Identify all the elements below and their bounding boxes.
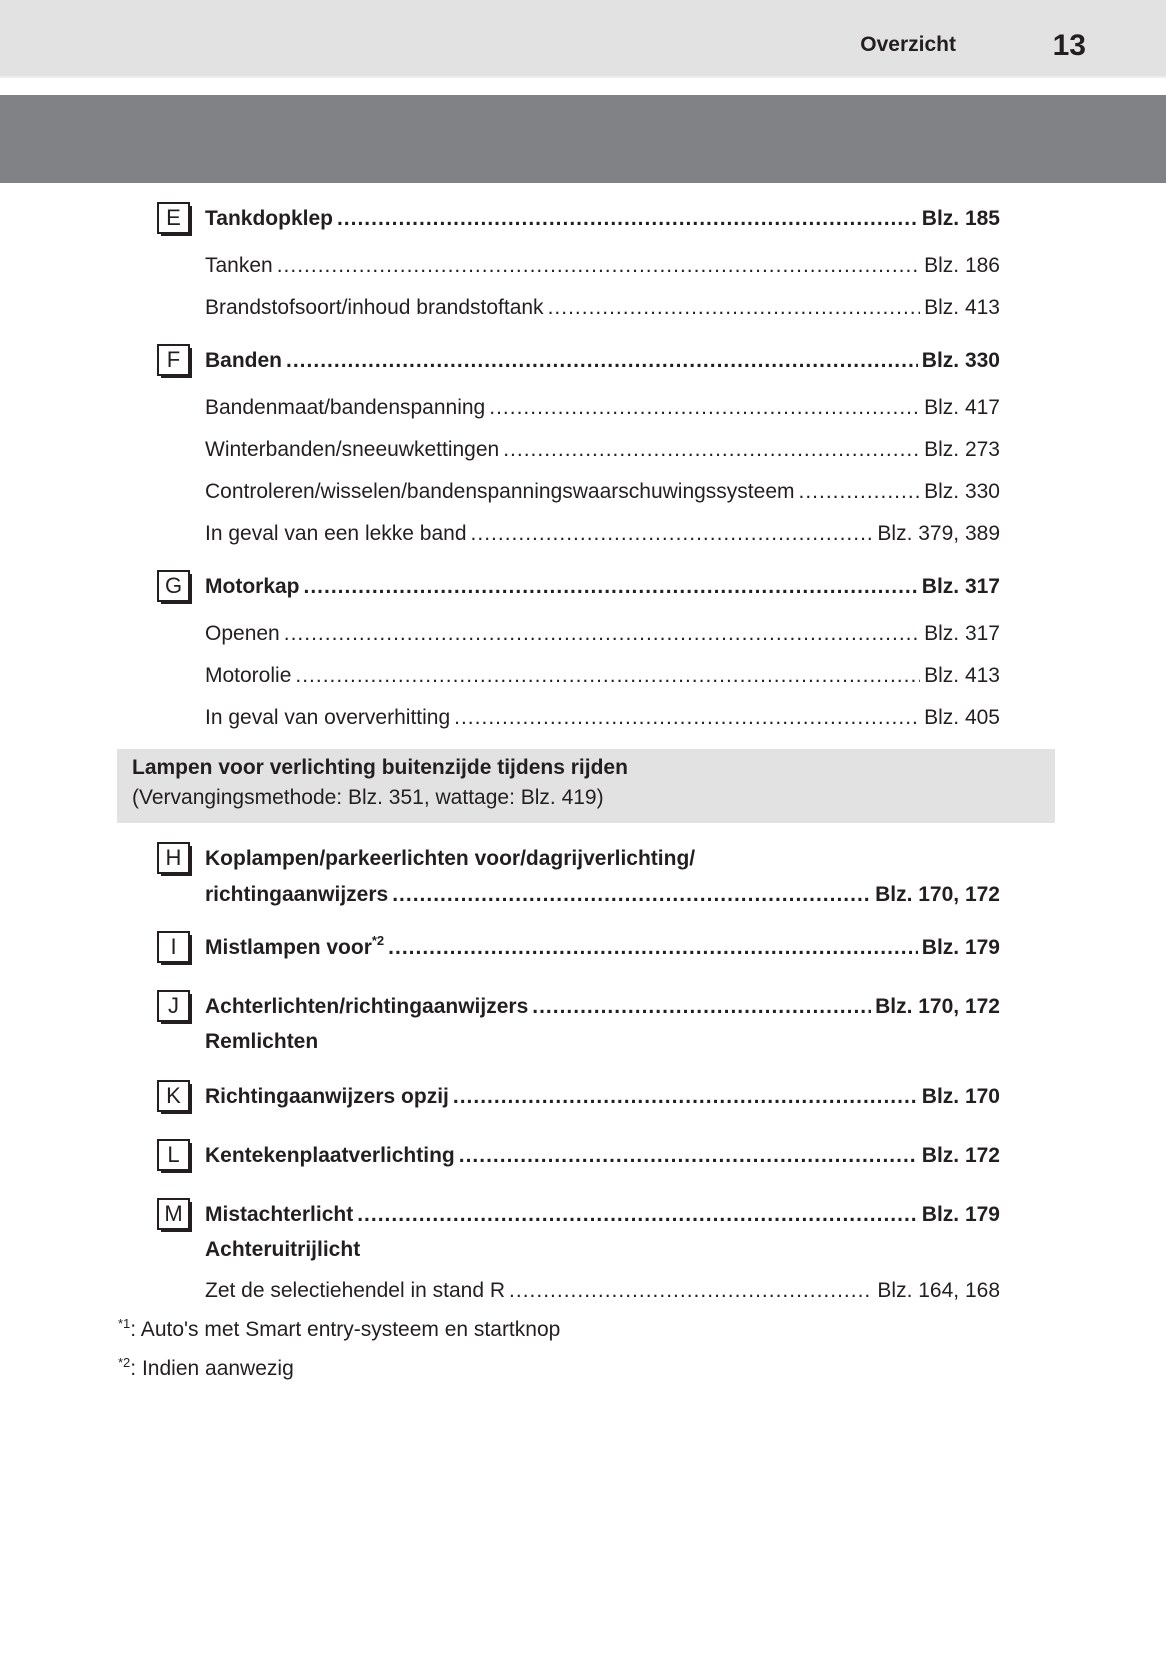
section-banner	[0, 95, 1166, 183]
index-entry-koplampen	[205, 880, 1000, 910]
entry-page-ref: Blz. 164, 168	[877, 1279, 1000, 1302]
leader-dots	[277, 251, 920, 281]
index-entry-motorkap	[205, 572, 1000, 602]
leader-dots	[357, 1200, 918, 1230]
entry-page-ref: Blz. 413	[924, 664, 1000, 687]
lamps-heading-subtitle: (Vervangingsmethode: Blz. 351, wattage: Blz. 419)	[132, 786, 604, 809]
leader-dots	[304, 572, 918, 602]
entry-label: Kentekenplaatverlichting	[205, 1144, 455, 1167]
entry-label: Winterbanden/sneeuwkettingen	[205, 438, 500, 461]
leader-dots	[286, 346, 918, 376]
leader-dots	[392, 880, 871, 910]
item-letter-j: J	[157, 990, 190, 1022]
footnote-1	[118, 1315, 560, 1347]
index-entry-richtingaanwijzers-opzij	[205, 1082, 1000, 1112]
entry-page-ref: Blz. 330	[924, 480, 1000, 503]
index-subentry	[205, 519, 1000, 549]
section-title: Overzicht	[860, 33, 956, 56]
footnote-2	[118, 1354, 294, 1386]
entry-label: Bandenmaat/bandenspanning	[205, 396, 486, 419]
leader-dots	[471, 519, 874, 549]
leader-dots	[284, 619, 920, 649]
index-entry-banden	[205, 346, 1000, 376]
item-letter-g: G	[157, 570, 190, 602]
index-subentry	[205, 703, 1000, 733]
leader-dots	[489, 393, 920, 423]
index-subentry	[205, 251, 1000, 281]
item-letter-i: I	[157, 931, 190, 963]
leader-dots	[799, 477, 921, 507]
entry-label: richtingaanwijzers	[205, 883, 389, 906]
entry-label: Achterlichten/richtingaanwijzers	[205, 995, 529, 1018]
leader-dots	[509, 1276, 873, 1306]
entry-page-ref: Blz. 170, 172	[875, 995, 1000, 1018]
entry-label: Controleren/wisselen/bandenspanningswaarschuwingssysteem	[205, 480, 795, 503]
entry-label: Mistachterlicht	[205, 1203, 354, 1226]
item-letter-m: M	[157, 1198, 190, 1230]
entry-label: Tankdopklep	[205, 207, 333, 230]
index-subentry	[205, 393, 1000, 423]
index-subentry	[205, 619, 1000, 649]
entry-page-ref: Blz. 170	[921, 1085, 1000, 1108]
item-letter-k: K	[157, 1080, 190, 1112]
index-subentry	[205, 435, 1000, 465]
entry-label: Brandstofsoort/inhoud brandstoftank	[205, 296, 544, 319]
leader-dots	[388, 933, 918, 963]
leader-dots	[503, 435, 920, 465]
index-subentry	[205, 1276, 1000, 1306]
entry-label: Motorolie	[205, 664, 292, 687]
entry-page-ref: Blz. 413	[924, 296, 1000, 319]
leader-dots	[548, 293, 921, 323]
entry-page-ref: Blz. 330	[921, 349, 1000, 372]
entry-page-ref: Blz. 405	[924, 706, 1000, 729]
entry-label: Banden	[205, 349, 283, 372]
page-number: 13	[1052, 29, 1086, 62]
entry-page-ref: Blz. 179	[921, 936, 1000, 959]
entry-label: Zet de selectiehendel in stand R	[205, 1279, 506, 1302]
item-letter-f: F	[157, 344, 190, 376]
entry-label: In geval van een lekke band	[205, 522, 467, 545]
leader-dots	[532, 992, 871, 1022]
entry-label: Tanken	[205, 254, 273, 277]
entry-label-line1: Koplampen/parkeerlichten voor/dagrijverlichting/	[205, 847, 696, 870]
leader-dots	[459, 1141, 918, 1171]
index-entry-mistachterlicht	[205, 1200, 1000, 1230]
entry-label: In geval van oververhitting	[205, 706, 451, 729]
footnote-text: : Indien aanwezig	[130, 1357, 294, 1380]
index-subentry	[205, 661, 1000, 691]
leader-dots	[453, 1082, 918, 1112]
entry-page-ref: Blz. 273	[924, 438, 1000, 461]
entry-label: Openen	[205, 622, 280, 645]
lamps-section-heading	[117, 749, 1055, 823]
index-entry-mistlampen-voor	[205, 933, 1000, 963]
item-letter-h: H	[157, 842, 190, 874]
index-entry-kentekenplaatverlichting	[205, 1141, 1000, 1171]
entry-page-ref: Blz. 172	[921, 1144, 1000, 1167]
entry-label-line2: Remlichten	[205, 1030, 319, 1053]
leader-dots	[295, 661, 920, 691]
index-entry-achterlichten	[205, 992, 1000, 1022]
lamps-heading-title: Lampen voor verlichting buitenzijde tijdens rijden	[132, 756, 628, 779]
footnote-mark: *1	[118, 1316, 131, 1331]
index-entry-tankdopklep	[205, 204, 1000, 234]
entry-label: Richtingaanwijzers opzij	[205, 1085, 449, 1108]
entry-page-ref: Blz. 379, 389	[877, 522, 1000, 545]
entry-label: Motorkap	[205, 575, 300, 598]
leader-dots	[454, 703, 920, 733]
item-letter-l: L	[157, 1139, 190, 1171]
header-band	[0, 0, 1166, 78]
item-letter-e: E	[157, 202, 190, 234]
footnote-ref: *2	[371, 933, 385, 948]
index-subentry	[205, 293, 1000, 323]
entry-label	[205, 933, 384, 965]
index-subentry	[205, 477, 1000, 507]
entry-page-ref: Blz. 170, 172	[875, 883, 1000, 906]
entry-label-text: Mistlampen voor	[205, 936, 372, 959]
entry-label-line2: Achteruitrijlicht	[205, 1238, 361, 1261]
leader-dots	[337, 204, 918, 234]
entry-page-ref: Blz. 317	[921, 575, 1000, 598]
entry-page-ref: Blz. 185	[921, 207, 1000, 230]
entry-page-ref: Blz. 186	[924, 254, 1000, 277]
entry-page-ref: Blz. 417	[924, 396, 1000, 419]
entry-page-ref: Blz. 179	[921, 1203, 1000, 1226]
footnote-text: : Auto's met Smart entry-systeem en startknop	[130, 1318, 561, 1341]
entry-page-ref: Blz. 317	[924, 622, 1000, 645]
footnote-mark: *2	[118, 1355, 131, 1370]
